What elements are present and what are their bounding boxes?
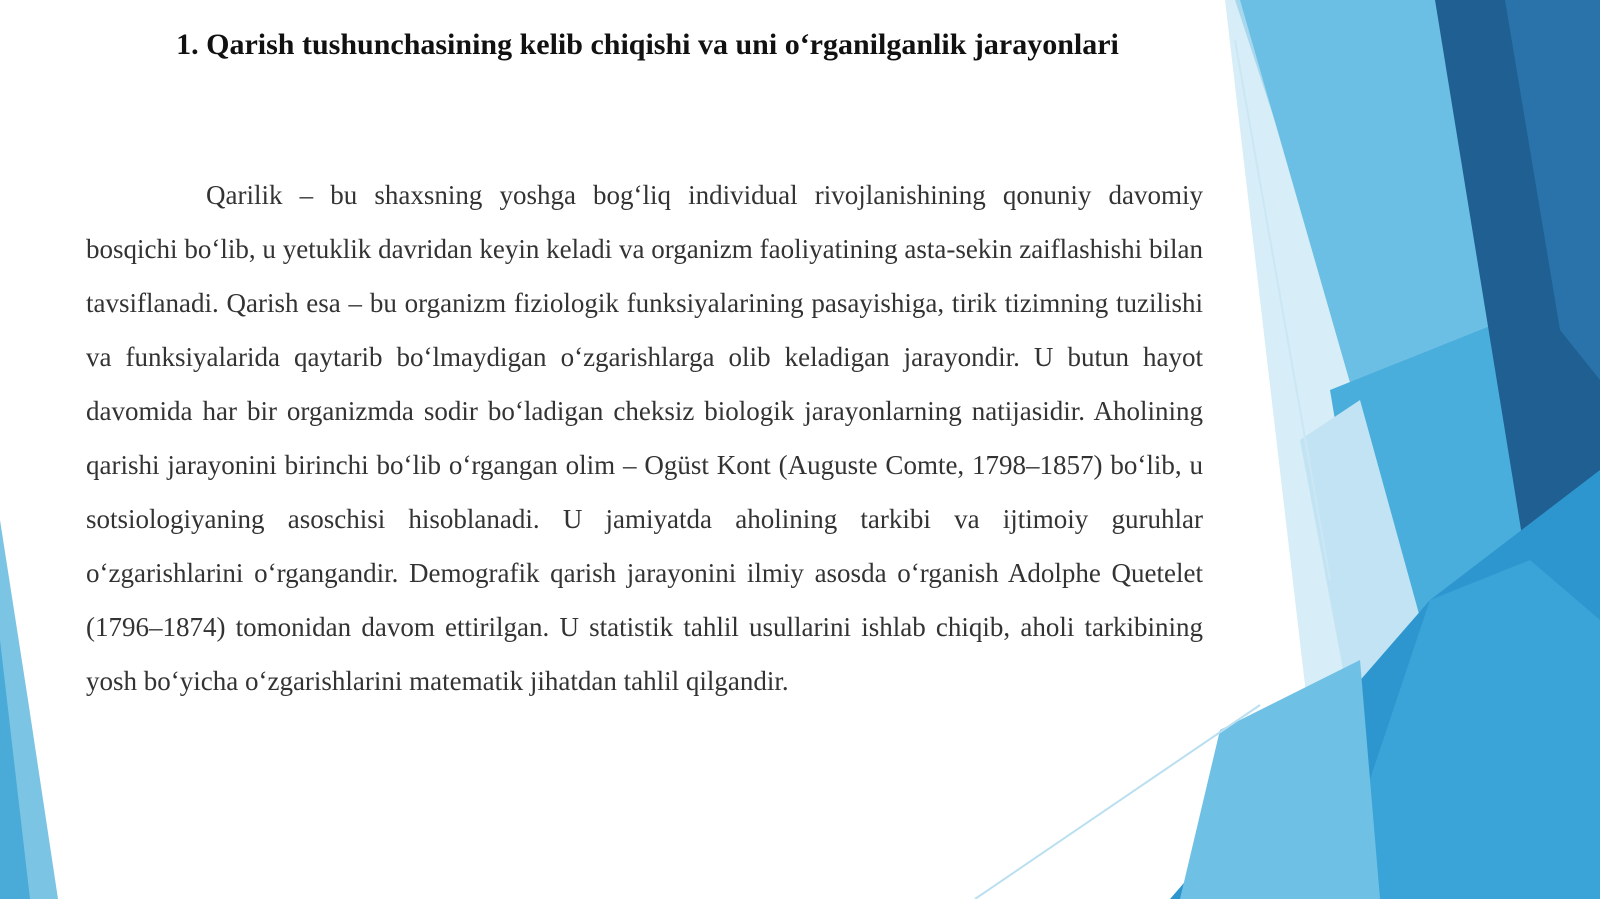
slide-title: 1. Qarish tushunchasining kelib chiqishi va uni o‘rganilganlik jarayonlari — [176, 28, 1119, 61]
right-bottom-pale-shape — [1180, 660, 1380, 899]
slide-body-paragraph: Qarilik – bu shaxsning yoshga bog‘liq individual rivojlanishining qonuniy davomiy bosqichi bo‘lib, u yetuklik davridan keyin keladi va organizm faoliyatining asta-sekin zaiflashishi bilan tavsiflanadi. Qarish esa – bu organizm fiziologik funksiyalarining pasayishiga, tirik tizimning tuzilishi va funksiyalarida qaytarib bo‘lmaydigan o‘zgarishlarga olib keladigan jarayondir. U butun hayot davomida har bir organizmda sodir bo‘ladigan cheksiz biologik jarayonlarning natijasidir. Aholining qarishi jarayonini birinchi bo‘lib o‘rgangan olim – Ogüst Kont (Auguste Comte, 1798–1857) bo‘lib, u sotsiologiyaning asoschisi hisoblanadi. U jamiyatda aholining tarkibi va ijtimoiy guruhlar o‘zgarishlarini o‘rgangandir. Demografik qarish jarayonini ilmiy asosda o‘rganish Adolphe Quetelet (1796–1874) tomonidan davom ettirilgan. U statistik tahlil usullarini ishlab chiqib, aholi tarkibining yosh bo‘yicha o‘zgarishlarini matematik jihatdan tahlil qilgandir. — [86, 180, 1203, 696]
